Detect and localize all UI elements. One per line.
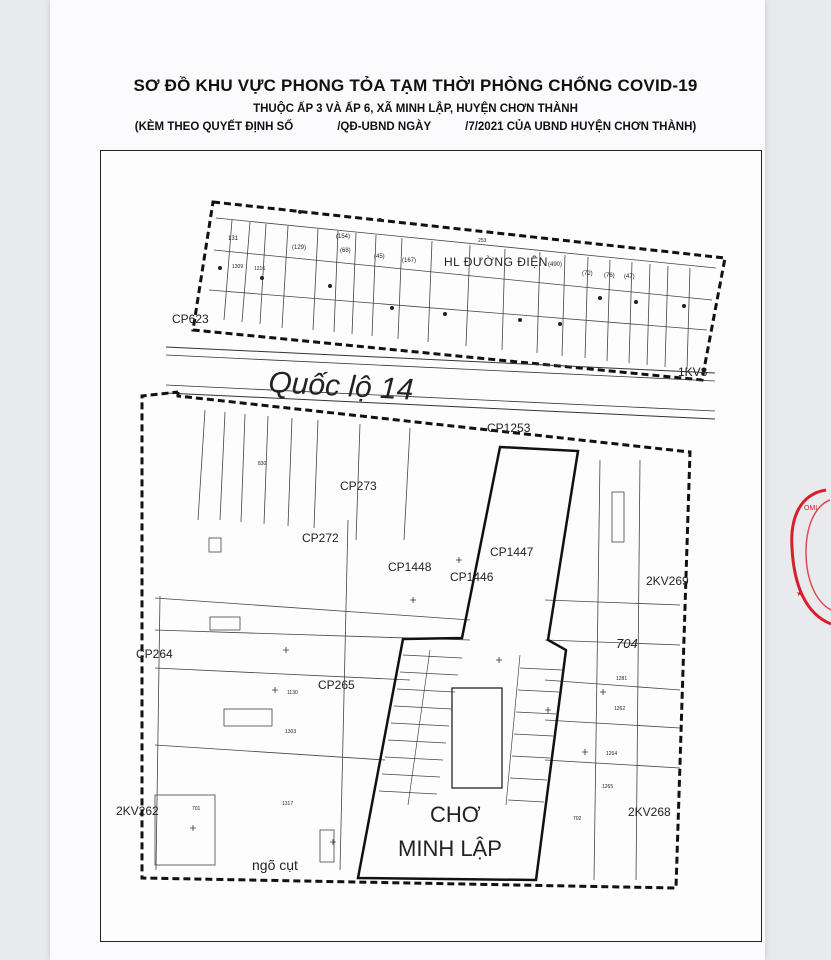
north-lockdown-boundary [193, 202, 725, 380]
parcel-129: (129) [292, 245, 307, 251]
parcel-1130: 1130 [287, 690, 298, 696]
south-parcels [155, 410, 680, 880]
svg-text:★: ★ [796, 589, 804, 598]
point-cp272: CP272 [302, 531, 339, 545]
highway-label: Quốc lộ 14 [267, 366, 415, 407]
point-cp1253: CP1253 [487, 421, 531, 435]
dead-end-label: ngõ cụt [252, 857, 298, 873]
point-cp1446: CP1446 [450, 570, 494, 584]
parcel-1309: 1309 [232, 264, 244, 270]
parcel-1262: 1262 [614, 706, 626, 712]
road-label-hl-duong-dien: HL ĐƯỜNG ĐIỆN [444, 255, 548, 269]
point-cp273: CP273 [340, 479, 377, 493]
parcel-47: (47) [624, 274, 635, 280]
parcel-167: (167) [402, 258, 417, 264]
map-subtitle: THUỘC ẤP 3 VÀ ẤP 6, XÃ MINH LẬP, HUYỆN CHƠN THÀNH [253, 103, 578, 115]
parcel-1317: 1317 [282, 801, 294, 807]
parcel-490: (490) [548, 262, 563, 268]
point-2kv262: 2KV262 [116, 804, 159, 818]
highway-ql14 [166, 347, 715, 419]
point-cp623: CP623 [172, 312, 209, 326]
parcel-1264: 1264 [606, 751, 618, 757]
parcel-45: (45) [374, 254, 385, 260]
parcel-131: 131 [228, 236, 239, 242]
point-cp1447: CP1447 [490, 545, 534, 559]
north-parcels [209, 218, 716, 369]
point-2kv268: 2KV268 [628, 805, 671, 819]
parcel-704: 704 [616, 636, 638, 651]
decision-part-2: /QĐ-UBND NGÀY [337, 121, 432, 133]
map-title: SƠ ĐỒ KHU VỰC PHONG TỎA TẠM THỜI PHÒNG CHỐNG COVID-19 [133, 76, 698, 95]
red-seal-stamp [786, 488, 831, 628]
market-stalls [379, 650, 562, 805]
market-label-line2: MINH LẬP [398, 836, 502, 861]
parcel-830: 830 [258, 461, 267, 467]
parcel-701: 701 [192, 806, 201, 812]
parcel-154: (154) [336, 234, 351, 240]
parcel-76: (76) [604, 273, 615, 279]
svg-text:OMI: OMI [804, 505, 818, 512]
parcel-702: 702 [573, 816, 582, 822]
point-1kv8: 1KV8 [678, 365, 708, 379]
market-label-line1: CHƠ [430, 802, 481, 827]
decision-part-3: /7/2021 CỦA UBND HUYỆN CHƠN THÀNH) [465, 121, 697, 133]
point-2kv269: 2KV269 [646, 574, 689, 588]
parcel-68: (68) [340, 248, 351, 254]
parcel-1216: 1216 [254, 266, 266, 272]
parcel-1265: 1265 [602, 784, 614, 790]
point-cp264: CP264 [136, 647, 173, 661]
parcel-72: (72) [582, 271, 593, 277]
parcel-253: 253 [478, 238, 487, 244]
parcel-1303: 1303 [285, 729, 297, 735]
point-cp265: CP265 [318, 678, 355, 692]
point-cp1448: CP1448 [388, 560, 432, 574]
parcel-1281: 1281 [616, 676, 628, 682]
decision-part-1: (KÈM THEO QUYẾT ĐỊNH SỐ [134, 121, 294, 133]
